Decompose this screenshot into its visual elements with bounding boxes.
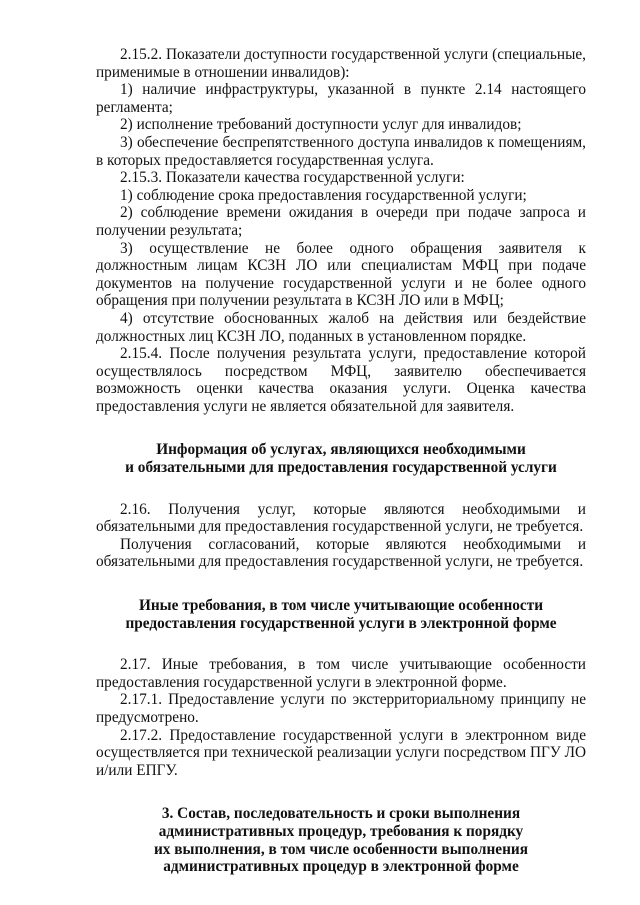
- heading-line: их выполнения, в том числе особенности выполнения: [153, 840, 528, 858]
- paragraph-2-15-3-item-4: 4) отсутствие обоснованных жалоб на действия или бездействие должностных лиц КСЗН ЛО, поданных в установленном порядке.: [96, 309, 586, 345]
- paragraph-2-15-3-item-2: 2) соблюдение времени ожидания в очереди при подаче запроса и получении результата;: [96, 204, 586, 239]
- spacer: [96, 415, 586, 441]
- heading-line: 3. Состав, последовательность и сроки выполнения: [161, 805, 521, 823]
- spacer: [96, 571, 586, 597]
- heading-necessary-services: [96, 441, 586, 476]
- paragraph-2-16-approvals: Получения согласований, которые являются необходимыми и обязательными для предоставления государственной услуги, не требуется.: [96, 535, 586, 571]
- paragraph-2-15-2-item-3: 3) обеспечение беспрепятственного доступа инвалидов к помещениям, в которых предоставляется государственная услуга.: [96, 133, 586, 169]
- heading-line: Информация об услугах, являющихся необходимыми: [156, 441, 526, 459]
- paragraph-2-15-2-item-2: 2) исполнение требований доступности услуг для инвалидов;: [120, 116, 522, 134]
- spacer: [96, 779, 586, 805]
- heading-other-requirements: [96, 597, 586, 632]
- heading-line: административных процедур, требования к порядку: [158, 822, 524, 840]
- document-page: [96, 46, 586, 876]
- paragraph-2-16: 2.16. Получения услуг, которые являются необходимыми и обязательными для предоставления государственной услуги, не требуется.: [96, 500, 586, 536]
- spacer: [96, 632, 586, 656]
- paragraph-2-15-2-intro: 2.15.2. Показатели доступности государственной услуги (специальные, применимые в отношении инвалидов):: [96, 46, 586, 81]
- paragraph-2-15-4: 2.15.4. После получения результата услуги, предоставление которой осуществлялось посредством МФЦ, заявителю обеспечивается возможность оценки качества оказания услуги. Оценка качества предоставления услуги не является обязательной для заявителя.: [96, 345, 586, 415]
- heading-line: Иные требования, в том числе учитывающие особенности: [138, 597, 544, 615]
- paragraph-2-15-3-intro: 2.15.3. Показатели качества государственной услуги:: [120, 169, 465, 187]
- paragraph-2-17: 2.17. Иные требования, в том числе учитывающие особенности предоставления государственной услуги в электронной форме.: [96, 656, 586, 691]
- paragraph-2-17-2: 2.17.2. Предоставление государственной услуги в электронном виде осуществляется при технической реализации услуги посредством ПГУ ЛО и/или ЕПГУ.: [96, 726, 586, 779]
- heading-line: предоставления государственной услуги в электронной форме: [125, 614, 557, 632]
- paragraph-2-15-2-item-1: 1) наличие инфраструктуры, указанной в пункте 2.14 настоящего регламента;: [96, 81, 586, 116]
- heading-line: и обязательными для предоставления государственной услуги: [125, 459, 557, 477]
- heading-line: административных процедур в электронной форме: [163, 858, 519, 876]
- heading-section-3: [96, 805, 586, 875]
- spacer: [96, 477, 586, 501]
- paragraph-2-15-3-item-3: 3) осуществление не более одного обращения заявителя к должностным лицам КСЗН ЛО или специалистам МФЦ при подаче документов на получение государственной услуги и не более одного обращения при получении результата в КСЗН ЛО или в МФЦ;: [96, 239, 586, 310]
- paragraph-2-17-1: 2.17.1. Предоставление услуги по экстерриториальному принципу не предусмотрено.: [96, 691, 586, 726]
- paragraph-2-15-3-item-1: 1) соблюдение срока предоставления государственной услуги;: [120, 186, 527, 204]
